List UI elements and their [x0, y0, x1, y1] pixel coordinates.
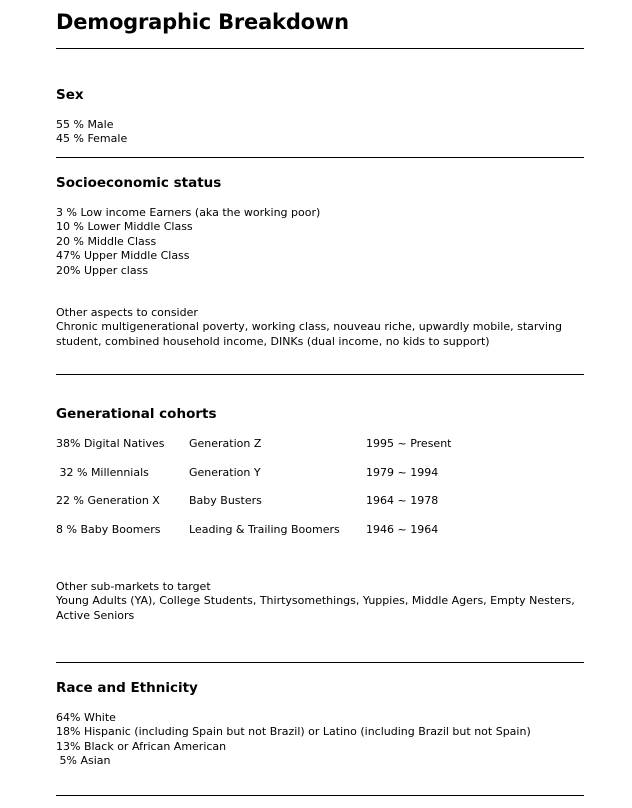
table-row — [56, 466, 584, 480]
list-item: 45 % Female — [56, 132, 128, 146]
list-item: 5% Asian — [56, 754, 111, 768]
other-aspects-text: Chronic multigenerational poverty, working class, nouveau riche, upwardly mobile, starving student, combined household income, DINKs (dual income, no kids to support) — [56, 320, 562, 348]
other-aspects-heading: Other aspects to consider — [56, 306, 198, 319]
page-title: Demographic Breakdown — [56, 10, 349, 34]
cohort-name: Generation Z — [189, 437, 262, 450]
cohort-years: 1946 ~ 1964 — [366, 523, 439, 536]
section-heading-socioeconomic: Socioeconomic status — [56, 175, 222, 191]
divider — [56, 157, 584, 158]
divider — [56, 662, 584, 663]
divider — [56, 48, 584, 49]
cohort-share: 32 % Millennials — [56, 466, 149, 479]
cohort-name: Generation Y — [189, 466, 261, 479]
cohort-name: Leading & Trailing Boomers — [189, 523, 340, 536]
section-heading-generational: Generational cohorts — [56, 406, 217, 422]
cohort-share: 8 % Baby Boomers — [56, 523, 161, 536]
list-item: 10 % Lower Middle Class — [56, 220, 193, 234]
list-item: 20 % Middle Class — [56, 234, 157, 248]
cohort-share: 38% Digital Natives — [56, 437, 165, 450]
list-item: 64% White — [56, 711, 116, 724]
other-submarkets-heading: Other sub-markets to target — [56, 580, 211, 593]
divider — [56, 795, 584, 796]
list-item: 20% Upper class — [56, 263, 149, 277]
cohort-years: 1964 ~ 1978 — [366, 494, 439, 507]
other-aspects-block — [56, 306, 584, 349]
section-heading-sex: Sex — [56, 87, 84, 103]
other-submarkets-text: Young Adults (YA), College Students, Thirtysomethings, Yuppies, Middle Agers, Empty Nesters, Active Seniors — [56, 594, 575, 622]
list-item: 18% Hispanic (including Spain but not Brazil) or Latino (including Brazil but not Spain) — [56, 725, 531, 739]
table-row — [56, 437, 584, 451]
list-item: 55 % Male — [56, 118, 114, 131]
table-row — [56, 523, 584, 537]
list-item: 3 % Low income Earners (aka the working poor) — [56, 206, 321, 219]
table-row — [56, 494, 584, 508]
list-item: 47% Upper Middle Class — [56, 249, 190, 263]
cohort-years: 1995 ~ Present — [366, 437, 452, 450]
divider — [56, 374, 584, 375]
race-list — [56, 711, 531, 769]
document-page — [56, 0, 584, 808]
cohort-years: 1979 ~ 1994 — [366, 466, 439, 479]
cohort-name: Baby Busters — [189, 494, 262, 507]
list-item: 13% Black or African American — [56, 739, 227, 753]
cohort-share: 22 % Generation X — [56, 494, 160, 507]
sex-list — [56, 118, 127, 147]
socioeconomic-list — [56, 206, 320, 278]
other-submarkets-block — [56, 580, 584, 623]
section-heading-race: Race and Ethnicity — [56, 680, 198, 696]
